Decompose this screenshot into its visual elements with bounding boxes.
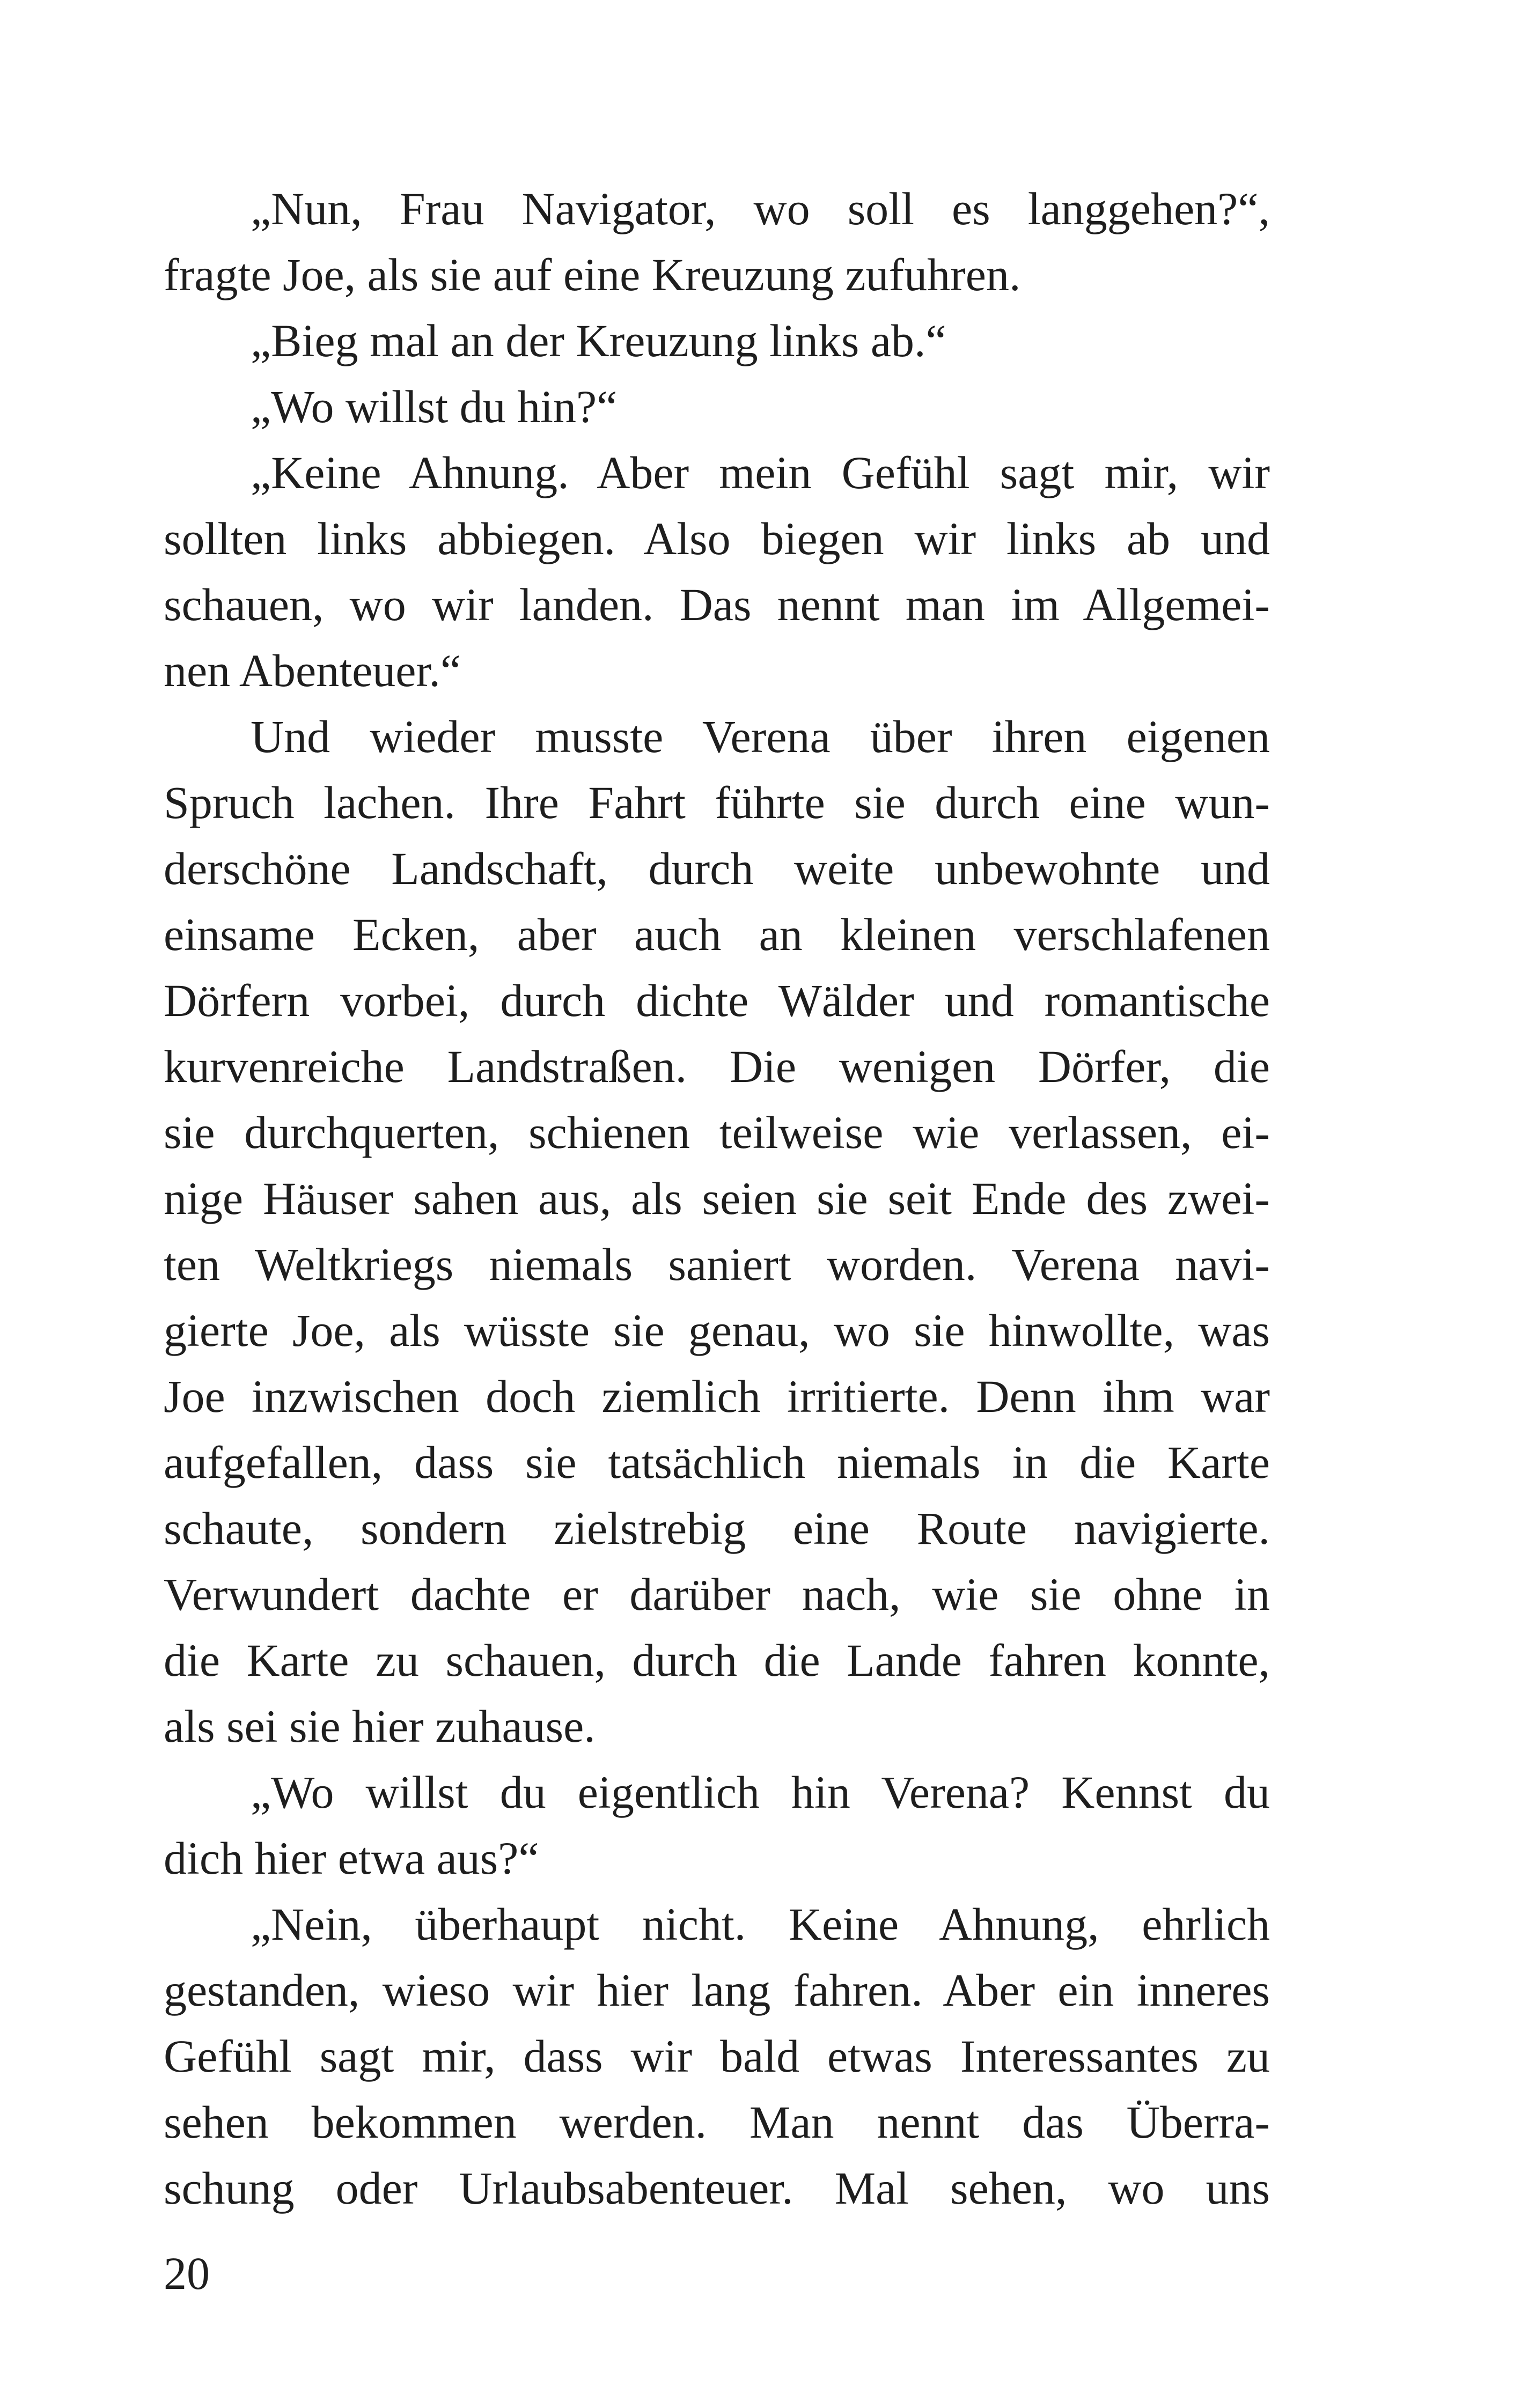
text-line: ten Weltkriegs niemals saniert worden. Verena navi-: [164, 1239, 1270, 1290]
text-line: nen Abenteuer.“: [164, 645, 461, 696]
text-line: aufgefallen, dass sie tatsächlich niemals in die Karte: [164, 1437, 1270, 1488]
text-line: „Keine Ahnung. Aber mein Gefühl sagt mir, wir: [251, 447, 1270, 498]
text-line: „Wo willst du hin?“: [251, 381, 618, 432]
text-line: schauen, wo wir landen. Das nennt man im Allgemei-: [164, 579, 1270, 630]
text-line: Verwundert dachte er darüber nach, wie sie ohne in: [164, 1568, 1270, 1620]
text-line: die Karte zu schauen, durch die Lande fahren konnte,: [164, 1634, 1270, 1686]
text-line: „Nein, überhaupt nicht. Keine Ahnung, ehrlich: [251, 1898, 1270, 1950]
text-line: Joe inzwischen doch ziemlich irritierte. Denn ihm war: [164, 1371, 1270, 1422]
text-line: Dörfern vorbei, durch dichte Wälder und romantische: [164, 975, 1270, 1026]
text-line: „Wo willst du eigentlich hin Verena? Kennst du: [251, 1766, 1270, 1818]
text-line: schung oder Urlaubsabenteuer. Mal sehen, wo uns: [164, 2162, 1270, 2214]
text-line: nige Häuser sahen aus, als seien sie seit Ende des zwei-: [164, 1173, 1270, 1224]
text-line: kurvenreiche Landstraßen. Die wenigen Dörfer, die: [164, 1041, 1270, 1092]
text-line: Spruch lachen. Ihre Fahrt führte sie durch eine wun-: [164, 777, 1270, 828]
text-line: „Nun, Frau Navigator, wo soll es langgehen?“,: [251, 183, 1270, 234]
page-number: 20: [164, 2248, 210, 2299]
text-line: „Bieg mal an der Kreuzung links ab.“: [251, 315, 946, 366]
text-line: derschöne Landschaft, durch weite unbewohnte und: [164, 843, 1270, 894]
text-line: sollten links abbiegen. Also biegen wir links ab und: [164, 513, 1270, 564]
text-line: als sei sie hier zuhause.: [164, 1700, 596, 1752]
text-line: sie durchquerten, schienen teilweise wie verlassen, ei-: [164, 1107, 1270, 1158]
text-line: Gefühl sagt mir, dass wir bald etwas Interessantes zu: [164, 2030, 1270, 2082]
text-line: gierte Joe, als wüsste sie genau, wo sie hinwollte, was: [164, 1305, 1270, 1356]
body-text: [164, 176, 1270, 2221]
text-line: sehen bekommen werden. Man nennt das Überra-: [164, 2096, 1270, 2148]
text-line: gestanden, wieso wir hier lang fahren. Aber ein inneres: [164, 1964, 1270, 2016]
text-line: Und wieder musste Verena über ihren eigenen: [251, 711, 1270, 762]
text-line: schaute, sondern zielstrebig eine Route navigierte.: [164, 1503, 1270, 1554]
text-line: dich hier etwa aus?“: [164, 1832, 539, 1884]
text-line: fragte Joe, als sie auf eine Kreuzung zufuhren.: [164, 249, 1021, 300]
text-line: einsame Ecken, aber auch an kleinen verschlafenen: [164, 909, 1270, 960]
